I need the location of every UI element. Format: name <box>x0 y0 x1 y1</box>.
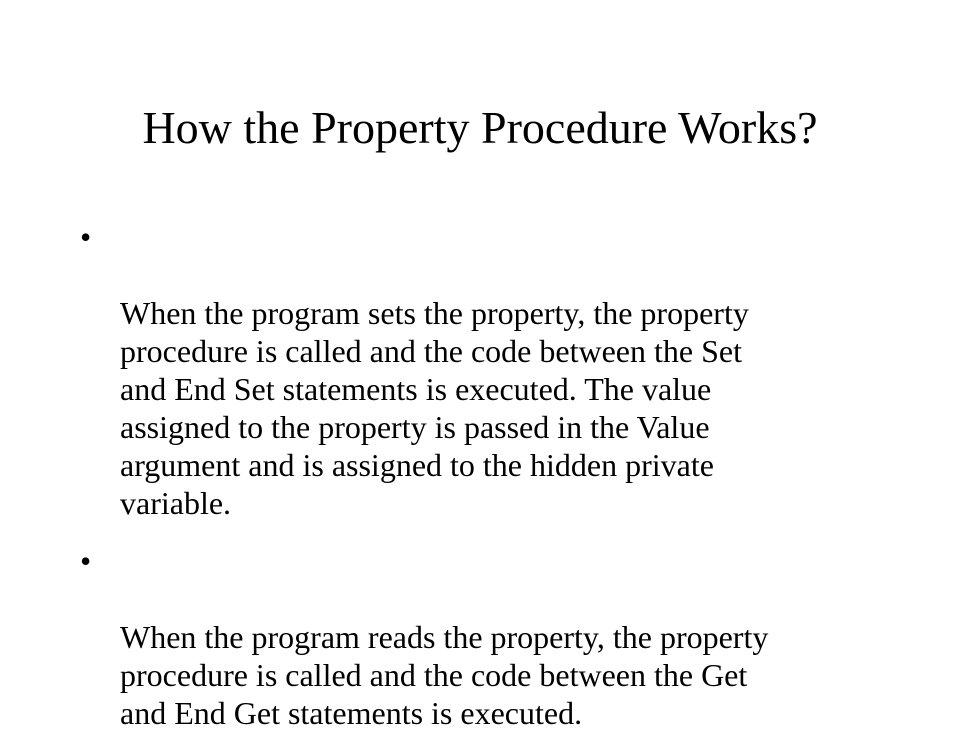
bullet-list <box>78 218 898 752</box>
bullet-text: When the program reads the property, the property procedure is called and the code between the Get and End Get statements is executed. <box>120 619 769 731</box>
bullet-text: When the program sets the property, the property procedure is called and the code between the Set and End Set statements is executed. The value assigned to the property is passed in the Value argument and is assigned to the hidden private variable. <box>120 295 749 521</box>
bullet-item <box>78 218 898 522</box>
bullet-marker: • <box>80 219 92 255</box>
bullet-item <box>78 542 898 732</box>
slide-title: How the Property Procedure Works? <box>142 102 818 153</box>
bullet-marker: • <box>80 543 92 579</box>
